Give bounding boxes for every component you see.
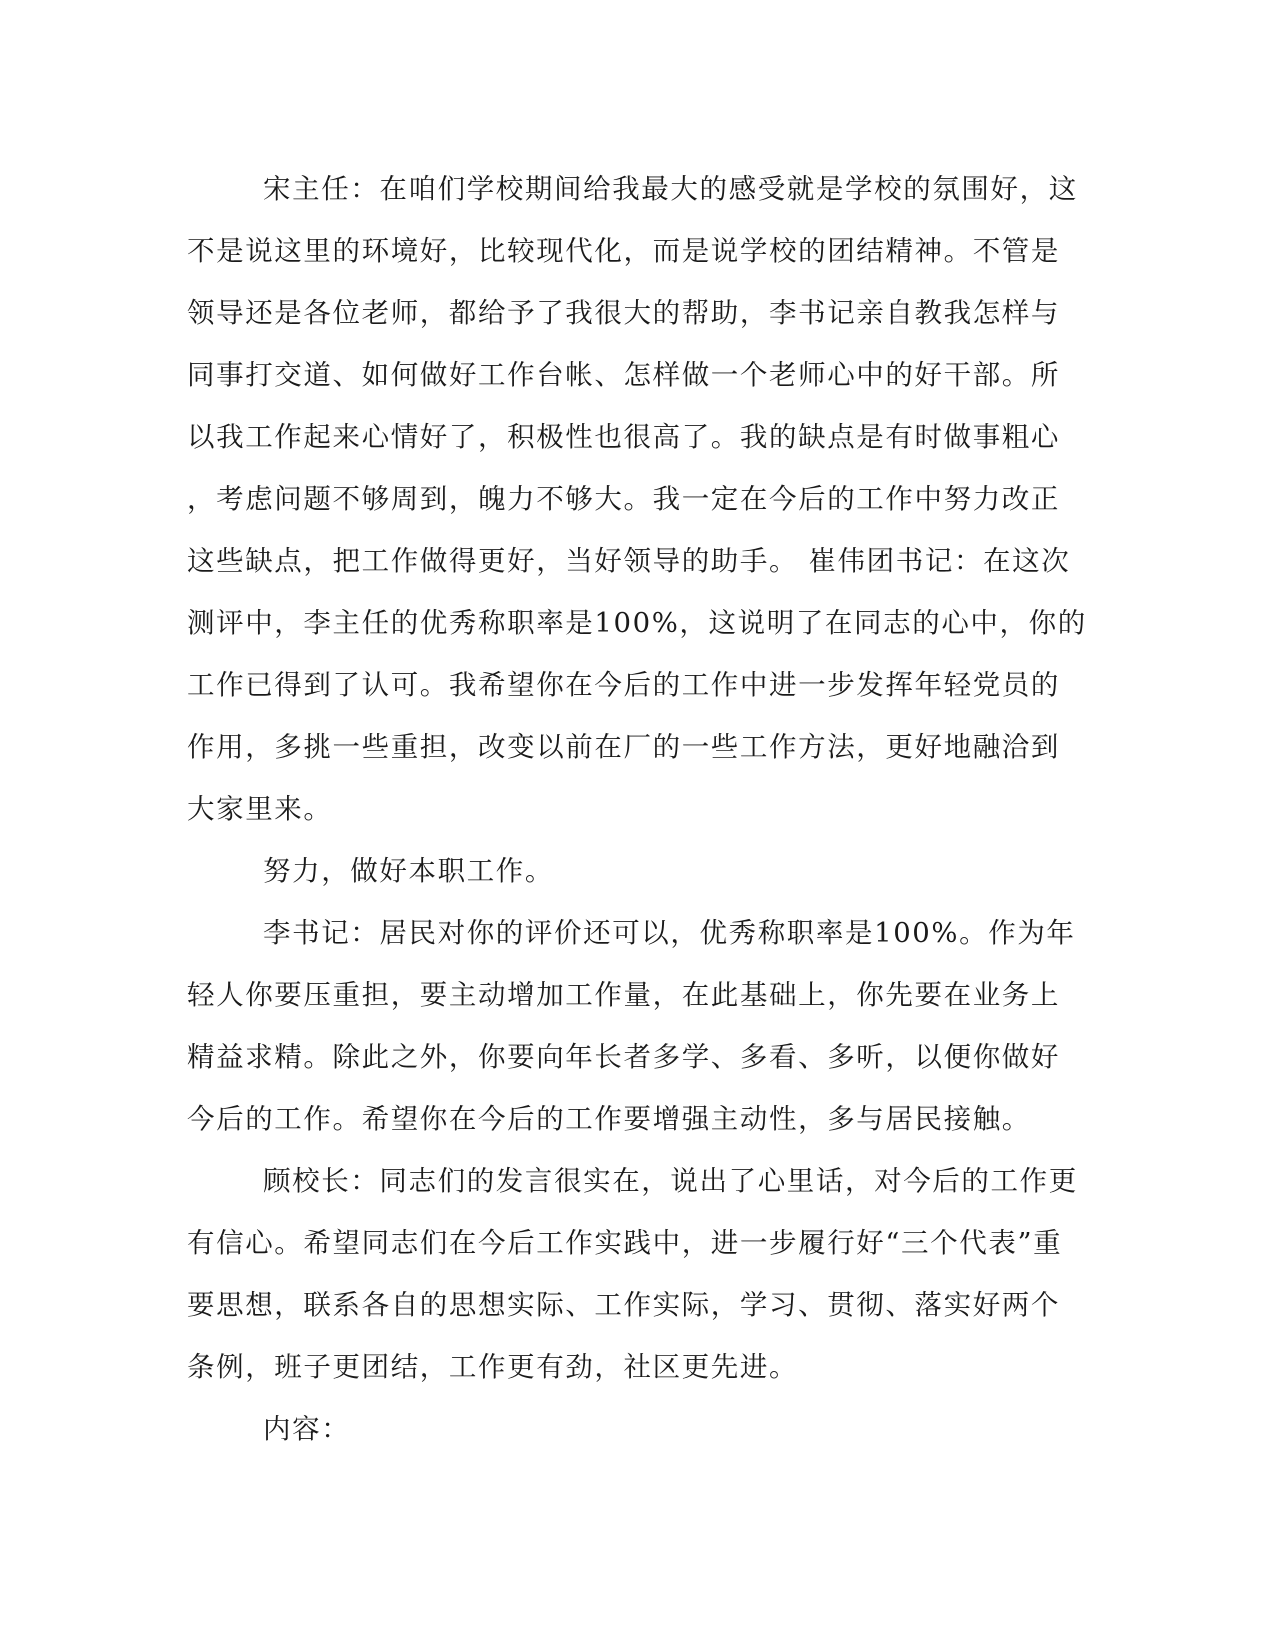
paragraph-principal-gu-line-2: 有信心。希望同志们在今后工作实践中，进一步履行好“三个代表”重 bbox=[187, 1227, 1063, 1259]
paragraph-secretary-li-line-3: 精益求精。除此之外，你要向年长者多学、多看、多听，以便你做好 bbox=[187, 1041, 1060, 1073]
paragraph-song-director-line-4: 同事打交道、如何做好工作台帐、怎样做一个老师心中的好干部。所 bbox=[187, 359, 1060, 391]
paragraph-secretary-li-line-4: 今后的工作。希望你在今后的工作要增强主动性，多与居民接触。 bbox=[187, 1103, 1031, 1135]
paragraph-song-director-line-8: 测评中，李主任的优秀称职率是100%，这说明了在同志的心中，你的 bbox=[187, 607, 1087, 639]
paragraph-song-director-line-3: 领导还是各位老师，都给予了我很大的帮助，李书记亲自教我怎样与 bbox=[187, 297, 1060, 329]
paragraph-content-label: 内容： bbox=[263, 1413, 351, 1445]
paragraph-song-director-line-9: 工作已得到了认可。我希望你在今后的工作中进一步发挥年轻党员的 bbox=[187, 669, 1060, 701]
paragraph-principal-gu-line-3: 要思想，联系各自的思想实际、工作实际，学习、贯彻、落实好两个 bbox=[187, 1289, 1060, 1321]
paragraph-song-director-line-7: 这些缺点，把工作做得更好，当好领导的助手。 崔伟团书记：在这次 bbox=[187, 545, 1071, 577]
paragraph-song-director-line-11: 大家里来。 bbox=[187, 793, 333, 825]
paragraph-secretary-li-line-1: 李书记：居民对你的评价还可以，优秀称职率是100%。作为年 bbox=[263, 917, 1076, 949]
paragraph-principal-gu-line-1: 顾校长：同志们的发言很实在，说出了心里话，对今后的工作更 bbox=[263, 1165, 1078, 1197]
document-body bbox=[187, 158, 1087, 1460]
paragraph-song-director-line-1: 宋主任：在咱们学校期间给我最大的感受就是学校的氛围好，这 bbox=[263, 173, 1078, 205]
paragraph-song-director-line-2: 不是说这里的环境好，比较现代化，而是说学校的团结精神。不管是 bbox=[187, 235, 1060, 267]
paragraph-song-director-line-5: 以我工作起来心情好了，积极性也很高了。我的缺点是有时做事粗心 bbox=[187, 421, 1060, 453]
paragraph-song-director-line-10: 作用，多挑一些重担，改变以前在厂的一些工作方法，更好地融洽到 bbox=[187, 731, 1060, 763]
paragraph-effort-line: 努力，做好本职工作。 bbox=[263, 855, 554, 887]
paragraph-song-director-line-6: ，考虑问题不够周到，魄力不够大。我一定在今后的工作中努力改正 bbox=[187, 483, 1060, 515]
paragraph-principal-gu-line-4: 条例，班子更团结，工作更有劲，社区更先进。 bbox=[187, 1351, 799, 1383]
paragraph-secretary-li-line-2: 轻人你要压重担，要主动增加工作量，在此基础上，你先要在业务上 bbox=[187, 979, 1060, 1011]
